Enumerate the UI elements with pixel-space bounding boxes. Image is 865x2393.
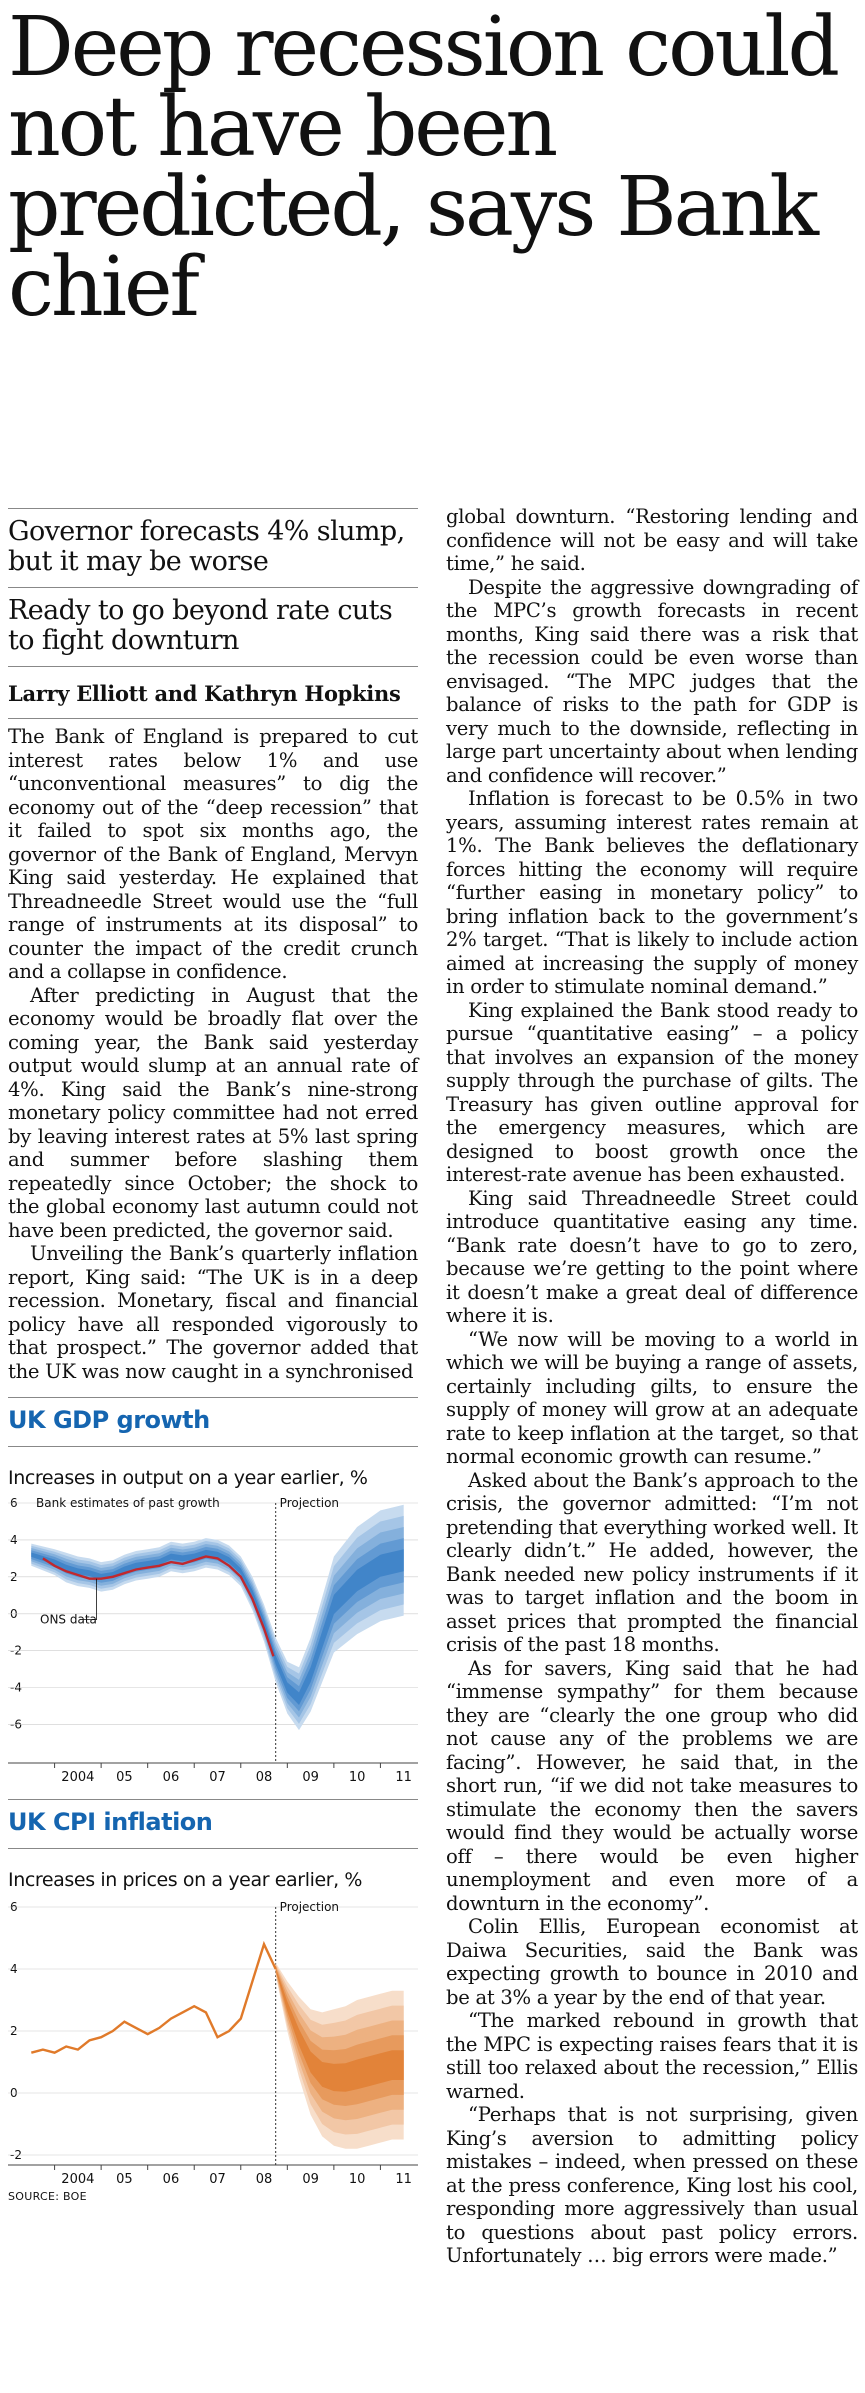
deck-1: Governor forecasts 4% slump, but it may be worse	[8, 516, 405, 577]
y-tick-label: -4	[10, 1680, 22, 1695]
y-tick-label: 6	[10, 1496, 18, 1510]
paragraph: Unveiling the Bank’s quarterly inflation report, King said: “The UK is in a deep recession. Monetary, fiscal and financial policy have all responded vigorously to that prospect.” The governor added that the UK was now caught in a synchronised	[8, 1242, 418, 1383]
y-tick-label: -2	[10, 2148, 22, 2162]
paragraph: King said Threadneedle Street could introduce quantitative easing any time. “Bank rate doesn’t have to go to zero, because we’re getting to the point where it doesn’t make a great deal of difference where it is.	[446, 1186, 858, 1327]
x-tick-label: 06	[162, 1770, 180, 1785]
headline: Deep recession could not have been predicted, says Bank chief	[8, 0, 837, 335]
x-tick-label: 05	[116, 2172, 133, 2187]
paragraph: “Perhaps that is not surprising, given King’s aversion to admitting policy mistakes – indeed, when pressed on these at the press conference, King lost his cool, responding more aggressively than usual to questions about past policy errors. Unfortunately … big errors were made.”	[446, 2103, 858, 2267]
annotation-projection: Projection	[279, 1496, 340, 1510]
chart-title: UK CPI inflation	[8, 1808, 213, 1836]
annotation-ons-data: ONS data	[40, 1612, 97, 1627]
x-tick-label: 10	[348, 2172, 366, 2187]
chart-title: UK GDP growth	[8, 1406, 210, 1434]
paragraph: Inflation is forecast to be 0.5% in two years, assuming interest rates remain at 1%. The Bank believes the deflationary forces hitting the economy will require “further easing in monetary policy” to bring inflation back to the government’s 2% target. “That is likely to include action aimed at increasing the supply of money in order to stimulate nominal demand.”	[446, 787, 858, 998]
x-tick-label: 08	[255, 2172, 273, 2187]
y-tick-label: 0	[10, 2086, 18, 2100]
annotation-projection: Projection	[279, 1900, 340, 1914]
deck-2: Ready to go beyond rate cuts to fight downturn	[8, 595, 393, 656]
x-tick-label: 09	[302, 2172, 319, 2187]
paragraph: global downturn. “Restoring lending and confidence will not be easy and will take time,” he said.	[446, 505, 858, 575]
x-tick-label: 09	[302, 1770, 319, 1785]
x-tick-label: 07	[209, 1770, 226, 1785]
x-tick-label: 07	[209, 2172, 226, 2187]
y-tick-label: 2	[10, 2024, 18, 2038]
chart-subtitle: Increases in output on a year earlier, %	[8, 1467, 368, 1489]
cpi-plot	[8, 1895, 418, 2190]
x-tick-label: 2004	[61, 1770, 95, 1785]
cpi-history-line	[31, 1944, 275, 2053]
paragraph: Despite the aggressive downgrading of the MPC’s growth forecasts in recent months, King said there was a risk that the recession could be even worse than envisaged. “The MPC judges that the balance of risks to the path for GDP is very much to the downside, reflecting in large part uncertainty about when lending and confidence will recover.”	[446, 575, 858, 787]
y-tick-label: 4	[10, 1962, 18, 1976]
y-tick-label: -6	[10, 1717, 22, 1732]
y-tick-label: 6	[10, 1900, 18, 1914]
x-tick-label: 05	[116, 1770, 133, 1785]
cpi-chart	[8, 1799, 418, 2203]
x-tick-label: 10	[348, 1770, 366, 1785]
paragraph: Asked about the Bank’s approach to the crisis, the governor admitted: “I’m not pretending that everything worked well. It clearly didn’t.” He added, however, the Bank needed new policy instruments if it was to target inflation and the boom in asset prices that prompted the financial crisis of the past 18 months.	[446, 1468, 858, 1656]
article-body-left	[8, 719, 418, 1383]
paragraph: “We now will be moving to a world in which we will be buying a range of assets, certainly including gilts, to ensure the supply of money will grow at an adequate rate to keep inflation at the target, so that normal economic growth can resume.”	[446, 1327, 858, 1468]
x-tick-label: 11	[395, 2172, 412, 2187]
y-tick-label: 0	[10, 1606, 18, 1621]
left-column	[8, 508, 418, 2203]
paragraph: King explained the Bank stood ready to pursue “quantitative easing” – a policy that involves an expansion of the money supply through the purchase of gilts. The Treasury has given outline approval for the emergency measures, which are designed to boost growth once the interest-rate avenue has been exhausted.	[446, 998, 858, 1186]
x-tick-label: 06	[162, 2172, 180, 2187]
paragraph: “The marked rebound in growth that the MPC is expecting raises fears that it is still too relaxed about the recession,” Ellis warned.	[446, 2009, 858, 2103]
paragraph: The Bank of England is prepared to cut interest rates below 1% and use “unconventional measures” to dig the economy out of the “deep recession” that it failed to spot six months ago, the governor of the Bank of England, Mervyn King said yesterday. He explained that Threadneedle Street would use the “full range of instruments at its disposal” to counter the impact of the credit crunch and a collapse in confidence.	[8, 725, 418, 983]
paragraph: Colin Ellis, European economist at Daiwa Securities, said the Bank was expecting growth to bounce in 2010 and be at 3% a year by the end of that year.	[446, 1915, 858, 2009]
x-tick-label: 11	[395, 1770, 412, 1785]
x-tick-label: 2004	[61, 2172, 95, 2187]
y-tick-label: 4	[10, 1532, 18, 1547]
article-body-right	[446, 505, 858, 2268]
annotation-past-estimates: Bank estimates of past growth	[36, 1496, 220, 1510]
gdp-plot	[8, 1493, 418, 1793]
y-tick-label: -2	[10, 1643, 22, 1658]
byline: Larry Elliott and Kathryn Hopkins	[8, 681, 401, 706]
x-tick-label: 08	[255, 1770, 273, 1785]
gdp-chart	[8, 1397, 418, 1793]
chart-subtitle: Increases in prices on a year earlier, %	[8, 1869, 363, 1891]
paragraph: As for savers, King said that he had “immense sympathy” for them because they are “clearly the one group who did not cause any of the problems we are facing”. However, he said that, in the short run, “if we did not take measures to stimulate the economy then the savers would find they would be actually worse off – there would be even higher unemployment and even more of a downturn in the economy”.	[446, 1656, 858, 1915]
y-tick-label: 2	[10, 1569, 18, 1584]
source-note: SOURCE: BOE	[8, 2190, 87, 2203]
paragraph: After predicting in August that the economy would be broadly flat over the coming year, the Bank said yesterday output would slump at an annual rate of 4%. King said the Bank’s nine-strong monetary policy committee had not erred by leaving interest rates at 5% last spring and summer before slashing them repeatedly since October; the shock to the global economy last autumn could not have been predicted, the governor said.	[8, 983, 418, 1242]
